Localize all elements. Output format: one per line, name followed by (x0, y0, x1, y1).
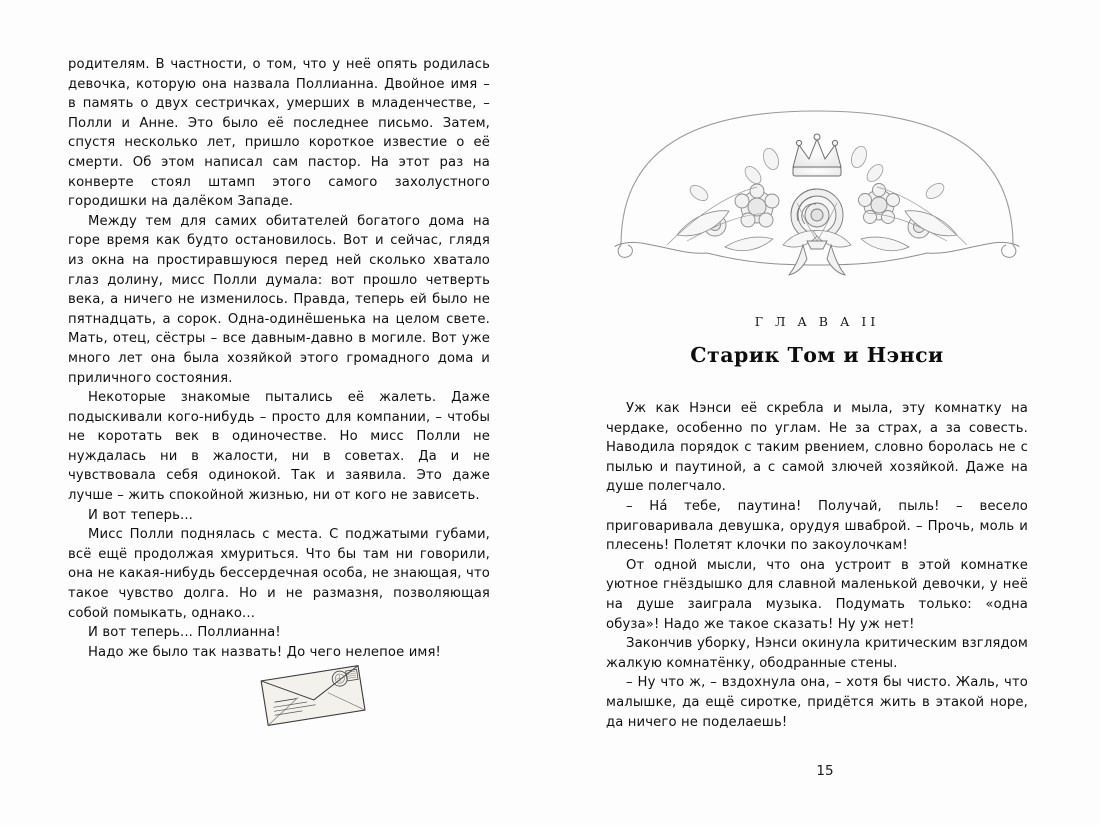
right-page-text (606, 399, 1028, 732)
chapter-heading (606, 314, 1028, 367)
paragraph: родителям. В частности, о том, что у неё опять родилась девочка, которую она назвала Поллианна. Двойное имя – в память о двух сестричках, умерших в младенчестве, – Полли и Анне. Это было её последнее письмо. Затем, спустя несколько лет, пришло короткое известие о её смерти. Об этом написал сам пастор. На этот раз на конверте стоял штамп этого самого захолустного городишки на далёком Западе. (68, 57, 490, 210)
envelope-illustration (248, 655, 378, 733)
floral-crown-headpiece (607, 95, 1027, 280)
paragraph: – Нá тебе, паутина! Получай, пыль! – весело приговаривала девушка, орудуя шваброй. – Прочь, моль и плесень! Полетят клочки по закоулочкам! (606, 498, 1028, 554)
right-page (550, 0, 1100, 825)
paragraph: Надо же было так назвать! До чего нелепое имя! (88, 644, 441, 660)
paragraph: Закончив уборку, Нэнси окинула критическим взглядом жалкую комнатёнку, ободранные стены. (606, 636, 1028, 671)
paragraph: Между тем для самих обитателей богатого дома на горе время как будто остановилось. Вот и сейчас, глядя из окна на простиравшуюся перед ней сколько хватало глаз долину, мисс Полли думала: вот прошло четверть века, а ничего не изменилось. Правда, теперь ей было не пятнадцать, а сорок. Одна-одинёшенька на целом свете. Мать, отец, сёстры – все давным-давно в могиле. Вот уже много лет она была хозяйкой этого громадного дома и приличного состояния. (68, 213, 490, 386)
paragraph: – Ну что ж, – вздохнула она, – хотя бы чисто. Жаль, что малышке, да ещё сиротке, придётся жить в этакой норе, да ничего не поделаешь! (606, 675, 1028, 730)
paragraph: Некоторые знакомые пытались её жалеть. Даже подыскивали кого-нибудь – просто для компании, – чтобы не коротать век в одиночестве. Но мисс Полли не нуждалась ни в жалости, ни в советах. Да и не чувствовала себя одинокой. Так и заявила. Это даже лучше – жить спокойной жизнью, ни от кого не зависеть. (68, 390, 490, 504)
paragraph: Уж как Нэнси её скребла и мыла, эту комнатку на чердаке, особенно по углам. Не за страх, а за совесть. Наводила порядок с таким рвением, словно боролась не с пылью и паутиной, а с самой злючей хозяйкой. Даже на душе полегчало. (606, 401, 1028, 495)
paragraph: Мисс Полли поднялась с места. С поджатыми губами, всё ещё продолжая хмуриться. Что бы там ни говорили, она не какая-нибудь бессердечная особа, не знающая, что такое чувство долга. Но и не размазня, позволяющая собой помыкать, однако... (68, 527, 490, 621)
left-page-text (68, 55, 490, 662)
page-number: 15 (816, 763, 834, 779)
chapter-number: Г Л А В А II (754, 314, 880, 329)
paragraph: От одной мысли, что она устроит в этой комнатке уютное гнёздышко для славной маленькой девочки, у неё на душе заиграла музыка. Подумать только: «одна обуза»! Надо же такое сказать! Ну уж нет! (606, 557, 1028, 632)
paragraph: И вот теперь... (88, 507, 194, 523)
chapter-title: Старик Том и Нэнси (690, 343, 944, 367)
paragraph: И вот теперь... Поллианна! (88, 625, 281, 641)
